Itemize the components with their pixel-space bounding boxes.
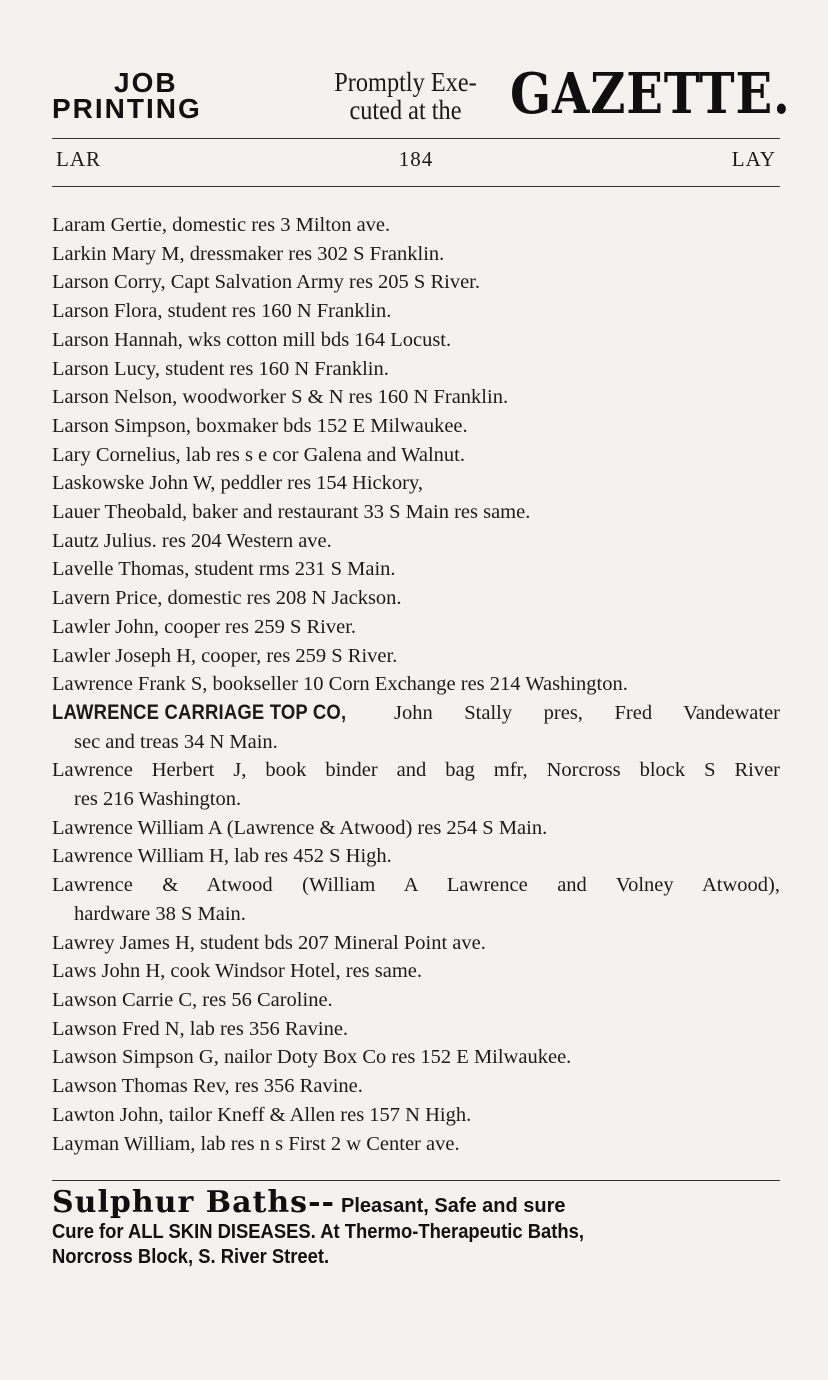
sulphur-baths-title: Sulphur Baths-- xyxy=(52,1185,335,1220)
list-item: Lawson Simpson G, nailor Doty Box Co res 152 E Milwaukee. xyxy=(52,1046,572,1069)
header-advertisement xyxy=(52,61,791,136)
list-item: Lawler John, cooper res 259 S River. xyxy=(52,615,357,638)
footer-ad-line-3: Norcross Block, S. River Street. xyxy=(52,1246,330,1268)
atwood-continuation: hardware 38 S Main. xyxy=(74,902,246,925)
footer-ad-first-line xyxy=(52,1185,780,1220)
header-rule-top xyxy=(52,138,780,139)
directory-entries xyxy=(52,211,780,1158)
list-item: Layman William, lab res n s First 2 w Center ave. xyxy=(52,1132,460,1155)
carriage-top-officers: John Stally pres, Fred Vandewater xyxy=(393,701,781,724)
list-item: Lavelle Thomas, student rms 231 S Main. xyxy=(52,558,396,581)
footer-rule xyxy=(52,1180,780,1181)
running-head-left: LAR xyxy=(56,147,101,171)
carriage-top-entry xyxy=(52,699,780,756)
list-item: Lawson Carrie C, res 56 Caroline. xyxy=(52,988,333,1011)
gazette-title: GAZETTE. xyxy=(510,61,791,127)
carriage-top-first-line xyxy=(52,699,780,728)
carriage-top-continuation: sec and treas 34 N Main. xyxy=(74,730,278,753)
herbert-entry xyxy=(52,756,780,813)
list-item: Laskowske John W, peddler res 154 Hickory, xyxy=(52,472,424,495)
list-item: Larson Flora, student res 160 N Franklin. xyxy=(52,300,392,323)
list-item: Lawrence Frank S, bookseller 10 Corn Exchange res 214 Washington. xyxy=(52,673,628,696)
herbert-continuation: res 216 Washington. xyxy=(74,788,242,811)
exe-line-2: cuted at the xyxy=(349,95,462,125)
running-head-right: LAY xyxy=(731,147,776,171)
list-item: Lauer Theobald, baker and restaurant 33 S Main res same. xyxy=(52,501,531,524)
list-item: Lawrence William A (Lawrence & Atwood) res 254 S Main. xyxy=(52,816,548,839)
job-printing-label xyxy=(52,67,282,124)
list-item: Laram Gertie, domestic res 3 Milton ave. xyxy=(52,214,391,236)
atwood-first-line: Lawrence & Atwood (William A Lawrence and Volney Atwood), xyxy=(52,874,780,897)
list-item: Lavern Price, domestic res 208 N Jackson. xyxy=(52,587,402,610)
list-item: Laws John H, cook Windsor Hotel, res same. xyxy=(52,960,423,983)
running-head xyxy=(52,147,780,175)
list-item: Lawton John, tailor Kneff & Allen res 157 N High. xyxy=(52,1103,472,1126)
list-item: Larson Nelson, woodworker S & N res 160 N Franklin. xyxy=(52,386,509,409)
job-text: JOB xyxy=(114,67,178,98)
list-item: Lary Cornelius, lab res s e cor Galena and Walnut. xyxy=(52,443,465,466)
list-item: Larson Corry, Capt Salvation Army res 205 S River. xyxy=(52,271,480,294)
list-item: Lawson Thomas Rev, res 356 Ravine. xyxy=(52,1075,363,1098)
list-item: Lawson Fred N, lab res 356 Ravine. xyxy=(52,1017,349,1040)
footer-advertisement xyxy=(52,1185,780,1270)
carriage-top-name: LAWRENCE CARRIAGE TOP CO, xyxy=(52,700,347,724)
promptly-executed-text xyxy=(284,68,527,124)
atwood-entry xyxy=(52,871,780,928)
herbert-first-line: Lawrence Herbert J, book binder and bag mfr, Norcross block S River xyxy=(52,759,780,782)
exe-line-1: Promptly Exe- xyxy=(334,67,477,97)
list-item: Lautz Julius. res 204 Western ave. xyxy=(52,529,332,552)
footer-ad-line-2: Cure for ALL SKIN DISEASES. At Thermo-Therapeutic Baths, xyxy=(52,1221,584,1243)
list-item: Lawrey James H, student bds 207 Mineral Point ave. xyxy=(52,931,486,954)
list-item: Lawler Joseph H, cooper, res 259 S River. xyxy=(52,644,398,667)
list-item: Larkin Mary M, dressmaker res 302 S Franklin. xyxy=(52,242,445,265)
printing-text: PRINTING xyxy=(52,93,202,124)
list-item: Larson Hannah, wks cotton mill bds 164 Locust. xyxy=(52,328,452,351)
list-item: Lawrence William H, lab res 452 S High. xyxy=(52,845,392,868)
list-item: Larson Lucy, student res 160 N Franklin. xyxy=(52,357,389,380)
header-rule-bottom xyxy=(52,186,780,187)
footer-ad-tagline: Pleasant, Safe and sure xyxy=(340,1195,566,1217)
list-item: Larson Simpson, boxmaker bds 152 E Milwaukee. xyxy=(52,414,468,437)
page-number: 184 xyxy=(398,147,434,171)
